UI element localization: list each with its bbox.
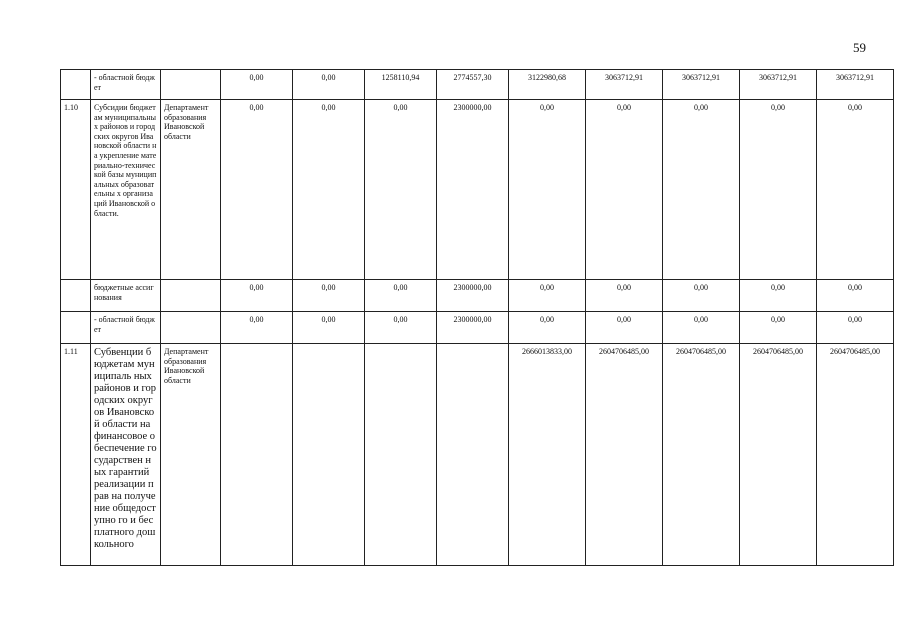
value-cell (221, 344, 293, 566)
value-cell: 0,00 (663, 312, 740, 344)
value-cell: 0,00 (817, 100, 894, 280)
row-name: Субсидии бюджетам муниципальных районов и городских округов Ивановской области на укрепление материально-технической базы муниципальных образовательны х организаций Ивановской области. (91, 100, 161, 280)
value-cell: 0,00 (293, 280, 365, 312)
value-cell: 2300000,00 (437, 100, 509, 280)
value-cell: 0,00 (740, 280, 817, 312)
row-executor (161, 312, 221, 344)
row-name: - областной бюджет (91, 312, 161, 344)
row-name: бюджетные ассигнования (91, 280, 161, 312)
value-cell: 0,00 (221, 280, 293, 312)
value-cell: 0,00 (586, 100, 663, 280)
value-cell: 2774557,30 (437, 70, 509, 100)
row-executor: Департамент образования Ивановской области (161, 100, 221, 280)
page-number: 59 (853, 40, 866, 55)
row-name: Субвенции бюджетам муниципаль ных районов и городских округов Ивановской области на финансовое обеспечение государствен ных гарантий реализации прав на получение общедоступно го и бесплатного дошкольного (91, 344, 161, 566)
value-cell: 0,00 (740, 100, 817, 280)
budget-table (60, 69, 894, 566)
value-cell (293, 344, 365, 566)
value-cell: 0,00 (221, 100, 293, 280)
row-executor: Департамент образования Ивановской области (161, 344, 221, 566)
value-cell: 3063712,91 (817, 70, 894, 100)
value-cell: 2604706485,00 (586, 344, 663, 566)
value-cell: 2604706485,00 (740, 344, 817, 566)
value-cell: 0,00 (740, 312, 817, 344)
value-cell: 0,00 (365, 100, 437, 280)
row-number: 1.11 (61, 344, 91, 566)
value-cell: 2300000,00 (437, 280, 509, 312)
value-cell: 0,00 (509, 100, 586, 280)
value-cell: 0,00 (509, 312, 586, 344)
value-cell: 2604706485,00 (663, 344, 740, 566)
value-cell: 0,00 (817, 312, 894, 344)
value-cell: 3063712,91 (586, 70, 663, 100)
table-row (61, 70, 894, 100)
value-cell: 2300000,00 (437, 312, 509, 344)
value-cell: 0,00 (221, 312, 293, 344)
value-cell: 0,00 (221, 70, 293, 100)
value-cell: 0,00 (586, 280, 663, 312)
value-cell: 3122980,68 (509, 70, 586, 100)
value-cell: 2666013833,00 (509, 344, 586, 566)
value-cell: 0,00 (817, 280, 894, 312)
value-cell (437, 344, 509, 566)
row-executor (161, 70, 221, 100)
value-cell: 0,00 (663, 100, 740, 280)
row-number (61, 280, 91, 312)
row-number (61, 312, 91, 344)
value-cell: 0,00 (586, 312, 663, 344)
row-number (61, 70, 91, 100)
value-cell: 3063712,91 (740, 70, 817, 100)
value-cell (365, 344, 437, 566)
row-name: - областной бюджет (91, 70, 161, 100)
table-row (61, 280, 894, 312)
value-cell: 0,00 (365, 280, 437, 312)
row-executor (161, 280, 221, 312)
value-cell: 0,00 (509, 280, 586, 312)
table-row (61, 312, 894, 344)
value-cell: 3063712,91 (663, 70, 740, 100)
value-cell: 2604706485,00 (817, 344, 894, 566)
table-row (61, 100, 894, 280)
value-cell: 0,00 (365, 312, 437, 344)
table-row (61, 344, 894, 566)
value-cell: 0,00 (293, 312, 365, 344)
value-cell: 0,00 (293, 70, 365, 100)
value-cell: 1258110,94 (365, 70, 437, 100)
value-cell: 0,00 (293, 100, 365, 280)
value-cell: 0,00 (663, 280, 740, 312)
row-number: 1.10 (61, 100, 91, 280)
